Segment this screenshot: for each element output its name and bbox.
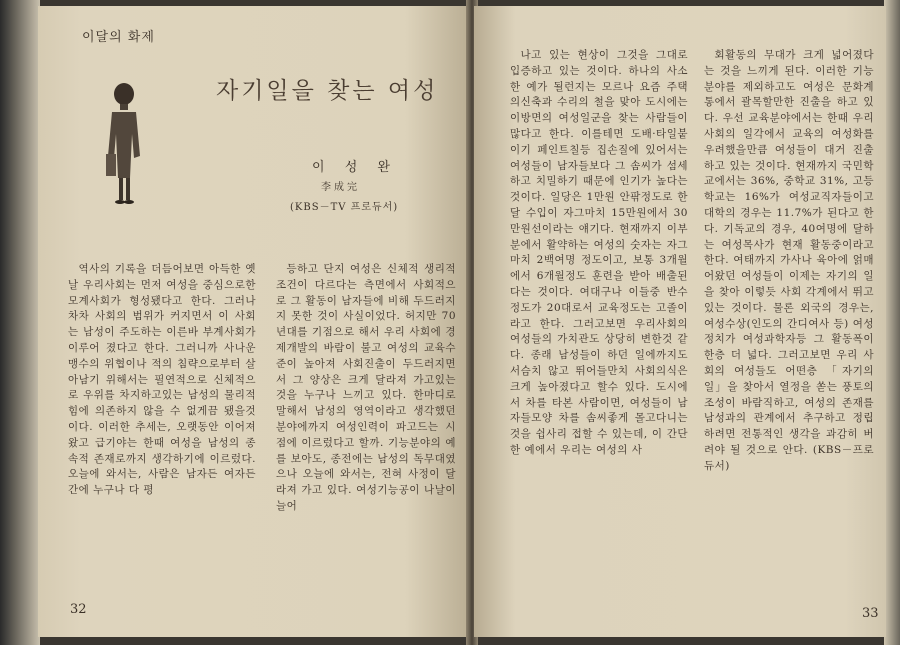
left-page <box>38 6 470 637</box>
column-text: 나고 있는 현상이 그것을 그대로 입증하고 있는 것이다. 하나의 사소한 예가 될런지는 모르나 요즘 주택의신축과 수리의 철을 맞아 도시에는 이방면의 여성일군을 찾는 사람들이 많다고 한다. 이를테면 도배·타일붙이기 페인트칠등 집손질에 있어서는 여성들이 남자들보다 그 솜씨가 섬세하고 치밀하기 때문에 인기가 높다는 것이다. 일당은 1만원 안팎정도로 한달 수입이 자그마치 15만원에서 30만원선이라는 얘기다. 현재까지 이부분에서 활약하는 여성의 숫자는 자그마치 2백여명 정도이고, 보통 3개월에서 6개월정도 훈련을 받아 배출된다는 것이다. 여대구나 이들중 반수정도가 20대로서 교육정도는 고졸이라고 한다. 그러고보면 우리사회의 여성들의 가치관도 상당히 변한것 같다. 종래 남성들이 하던 일에까지도 서슴치 않고 뛰어들만치 사회의식은 크게 높아졌다고 할수 있다. 도시에서 차를 타본 사람이면, 여성들이 남자들모양 차를 솜씨좋게 몰고다니는 것을 쉽사리 접할 수 있는데, 이 간단한 예에서 우리는 여성의 사 <box>510 49 688 456</box>
book-edge-right <box>884 0 900 645</box>
section-label: 이달의 화제 <box>82 30 155 45</box>
article-title: 자기일을 찾는 여성 <box>216 78 439 104</box>
woman-figure-illustration <box>104 78 144 208</box>
column-text: 회활동의 무대가 크게 넓어졌다는 것을 느끼게 된다. 이러한 기능분야를 제외하고도 여성은 문화계통에서 괄목할만한 진출을 하고 있다. 우선 교육분야에서는 한때 우리 사회의 일각에서 교육의 여성화를 우려했을만큼 여성들이 대거 진출하고 있는 것이다. 현재까지 국민학교에서는 36%, 중학교 31%, 고등학교는 16%가 여성교직자들이고 대학의 경우는 11.7%가 된다고 한다. 기독교의 경우, 40여명에 달하는 여성목사가 현재 활동중이라고 한다. 여태까지 가사나 육아에 얽매어왔던 여성들이 이제는 자기의 일을 찾아 이렇듯 사회 각계에서 뛰고 있는 것이다. 물론 외국의 경우는, 여성수상(인도의 간디여사 등) 여성정치가 여성과학자등 그 활동폭이 한층 더 넓다. 그러고보면 우리 사회의 여성들도 어떤층 「자기의 일」을 찾아서 열정을 쏟는 풍토의 조성이 바람직하고, 여성의 존재를 남성과의 관계에서 추구하고 정립하려면 전통적인 생각을 과감히 버려야 될 것으로 안다. (KBS－프로듀서) <box>704 49 874 472</box>
text-column-3 <box>510 48 688 459</box>
page-number: 32 <box>70 602 87 617</box>
column-text: 등하고 단지 여성은 신체적 생리적조건이 다르다는 측면에서 사회적으로 그 활동이 남자들에 비해 두드러지지 못한 것이 사실이었다. 허지만 70년대를 기점으로 해서 우리 사회에 경제개발의 바람이 불고 여성의 교육수준이 높아져 사회진출이 두드러지면서 그 양상은 크게 달라져 가고있는 것을 누구나 느끼고 있다. 한마디로 말해서 남성의 영역이라고 생각했던 분야에까지 여성인력이 파고드는 시점에 이르렀다고 할까. 기능분야의 예를 보아도, 종전에는 남성의 독무대였으나 오늘에 와서는, 전혀 사정이 달라져 가고 있다. 여성기능공이 나날이 늘어 <box>276 263 456 512</box>
text-column-2 <box>276 262 456 515</box>
book-edge-left <box>0 0 40 645</box>
text-column-1 <box>68 262 256 499</box>
author-name-hanja: 李成完 <box>321 182 360 193</box>
right-page <box>474 6 886 637</box>
text-column-4 <box>704 48 874 475</box>
column-text: 역사의 기록을 더듬어보면 아득한 옛날 우리사회는 먼저 여성을 중심으로한 모계사회가 형성됐다고 한다. 그러나 차차 사회의 범위가 커지면서 이 사회는 남성이 주도하는 이른바 부계사회가 이루어 졌다고 한다. 그러니까 사나운 맹수의 위협이나 적의 침략으로부터 살아남기 위해서는 필연적으로 신체적으로 우위를 차지하고있는 남성의 물리적 힘에 의존하지 않을 수 없게끔 됐을것이다. 이러한 추세는, 오랫동안 이어져 왔고 급기야는 한때 여성을 남성의 종속적 존재로까지 생각하기에 이르렀다. 오늘에 와서는, 사람은 남자든 여자든 간에 누구나 다 평 <box>68 263 256 497</box>
page-number: 33 <box>862 606 879 621</box>
author-affiliation: (KBS－TV 프로듀서) <box>290 202 399 213</box>
author-name: 이 성 완 <box>312 160 398 175</box>
